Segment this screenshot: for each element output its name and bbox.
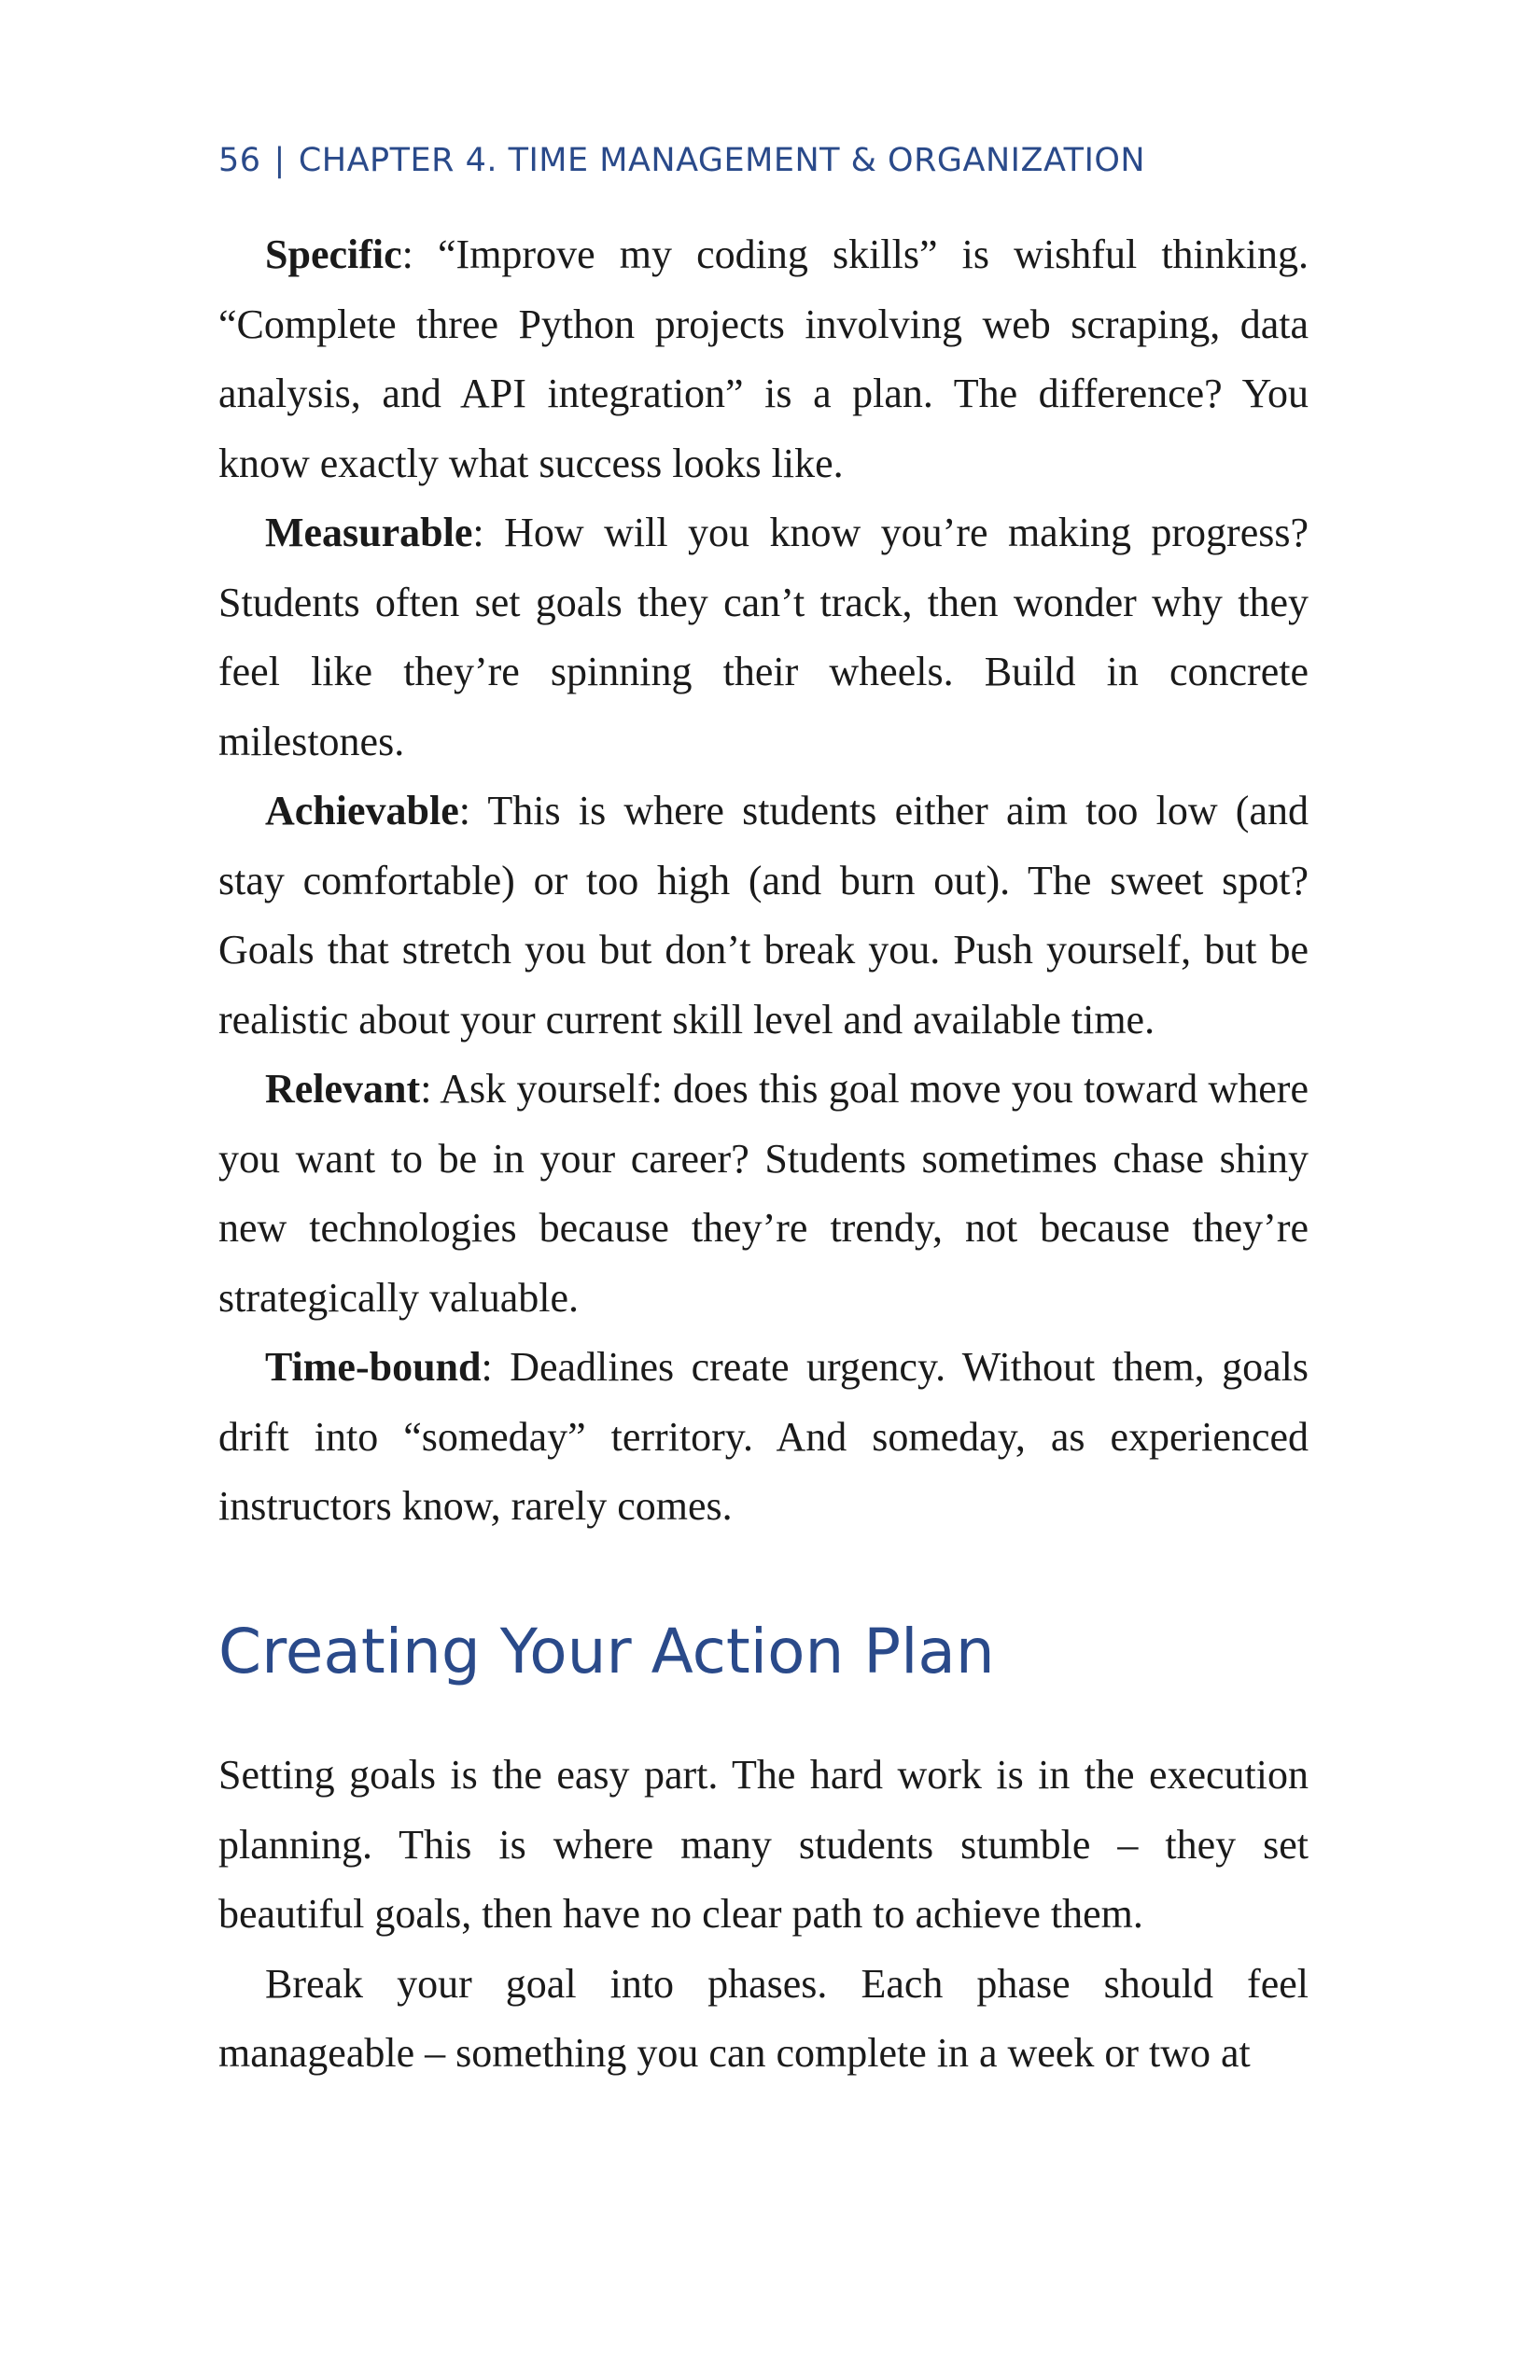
smart-criteria-section	[218, 220, 1309, 1542]
relevant-paragraph	[218, 1055, 1309, 1333]
time-bound-term: Time-bound	[265, 1344, 482, 1390]
specific-paragraph	[218, 220, 1309, 498]
measurable-term: Measurable	[265, 510, 473, 555]
action-plan-paragraph: Break your goal into phases. Each phase should feel manageable – something you can complete in a week or two at	[218, 1960, 1309, 2076]
chapter-title: CHAPTER 4. TIME MANAGEMENT & ORGANIZATION	[298, 142, 1146, 179]
section-heading: Creating Your Action Plan	[218, 1616, 995, 1687]
page-number: 56	[218, 142, 261, 179]
running-header	[218, 142, 1145, 179]
action-plan-paragraph: Setting goals is the easy part. The hard work is in the execution planning. This is where many students stumble – they set beautiful goals, then have no clear path to achieve them.	[218, 1752, 1309, 1937]
measurable-paragraph	[218, 498, 1309, 777]
specific-text: : “Improve my coding skills” is wishful thinking. “Complete three Python projects involving web scraping, data analysis, and API integration” is a plan. The difference? You know exactly what success looks like.	[218, 231, 1309, 486]
time-bound-paragraph	[218, 1333, 1309, 1542]
measurable-text: : How will you know you’re making progress? Students often set goals they can’t track, then wonder why they feel like they’re spinning their wheels. Build in concrete milestones.	[218, 510, 1309, 764]
achievable-paragraph	[218, 777, 1309, 1055]
relevant-term: Relevant	[265, 1066, 421, 1112]
action-plan-section	[218, 1741, 1309, 2089]
relevant-text: : Ask yourself: does this goal move you toward where you want to be in your career? Students sometimes chase shiny new technologies because they’re trendy, not because they’re strategically valuable.	[218, 1066, 1309, 1321]
achievable-text: : This is where students either aim too low (and stay comfortable) or too high (and burn out). The sweet spot? Goals that stretch you but don’t break you. Push yourself, but be realistic about your current skill level and available time.	[218, 788, 1309, 1043]
achievable-term: Achievable	[265, 788, 459, 833]
specific-term: Specific	[265, 231, 402, 277]
header-separator: |	[273, 142, 286, 179]
time-bound-text: : Deadlines create urgency. Without them, goals drift into “someday” territory. And someday, as experienced instructors know, rarely comes.	[218, 1344, 1309, 1529]
